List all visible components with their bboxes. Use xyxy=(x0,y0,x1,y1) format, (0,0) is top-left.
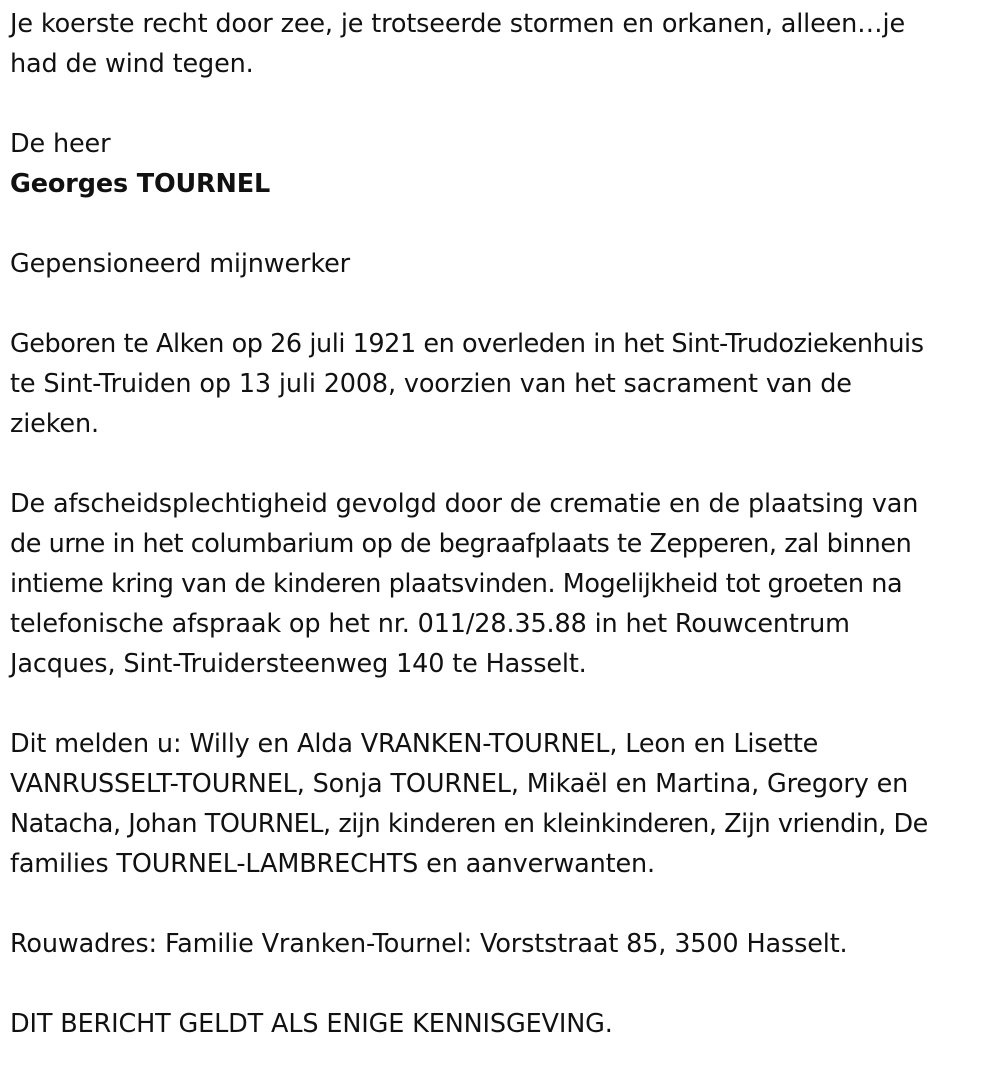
birth-death-line: te Sint-Truiden op 13 juli 2008, voorzien van het sacrament van de xyxy=(10,369,852,399)
family-line: Natacha, Johan TOURNEL, zijn kinderen en kleinkinderen, Zijn vriendin, De xyxy=(10,809,928,839)
ceremony-paragraph xyxy=(10,484,995,684)
ceremony-line: telefonische afspraak op het nr. 011/28.35.88 in het Rouwcentrum xyxy=(10,609,850,639)
family-line: Dit melden u: Willy en Alda VRANKEN-TOURNEL, Leon en Lisette xyxy=(10,729,819,759)
address-paragraph xyxy=(10,924,995,964)
family-paragraph xyxy=(10,724,995,884)
occupation-paragraph xyxy=(10,244,995,284)
birth-death-line: zieken. xyxy=(10,409,99,439)
mourning-address: Rouwadres: Familie Vranken-Tournel: Vorststraat 85, 3500 Hasselt. xyxy=(10,929,848,959)
motto-line: had de wind tegen. xyxy=(10,49,254,79)
obituary-text xyxy=(10,4,995,1084)
family-line: families TOURNEL-LAMBRECHTS en aanverwanten. xyxy=(10,849,655,879)
ceremony-line: De afscheidsplechtigheid gevolgd door de crematie en de plaatsing van xyxy=(10,489,919,519)
motto-line: Je koerste recht door zee, je trotseerde stormen en orkanen, alleen…je xyxy=(10,9,905,39)
family-line: VANRUSSELT-TOURNEL, Sonja TOURNEL, Mikaël en Martina, Gregory en xyxy=(10,769,909,799)
deceased-name: Georges TOURNEL xyxy=(10,169,271,199)
occupation: Gepensioneerd mijnwerker xyxy=(10,249,350,279)
ceremony-line: de urne in het columbarium op de begraafplaats te Zepperen, zal binnen xyxy=(10,529,912,559)
ceremony-line: Jacques, Sint-Truidersteenweg 140 te Hasselt. xyxy=(10,649,587,679)
notice-paragraph xyxy=(10,1004,995,1044)
birth-death-paragraph xyxy=(10,324,995,444)
notice: DIT BERICHT GELDT ALS ENIGE KENNISGEVING. xyxy=(10,1009,613,1039)
salutation: De heer xyxy=(10,129,111,159)
ceremony-line: intieme kring van de kinderen plaatsvinden. Mogelijkheid tot groeten na xyxy=(10,569,903,599)
name-block xyxy=(10,124,995,204)
motto-paragraph xyxy=(10,4,995,84)
birth-death-line: Geboren te Alken op 26 juli 1921 en overleden in het Sint-Trudoziekenhuis xyxy=(10,329,924,359)
